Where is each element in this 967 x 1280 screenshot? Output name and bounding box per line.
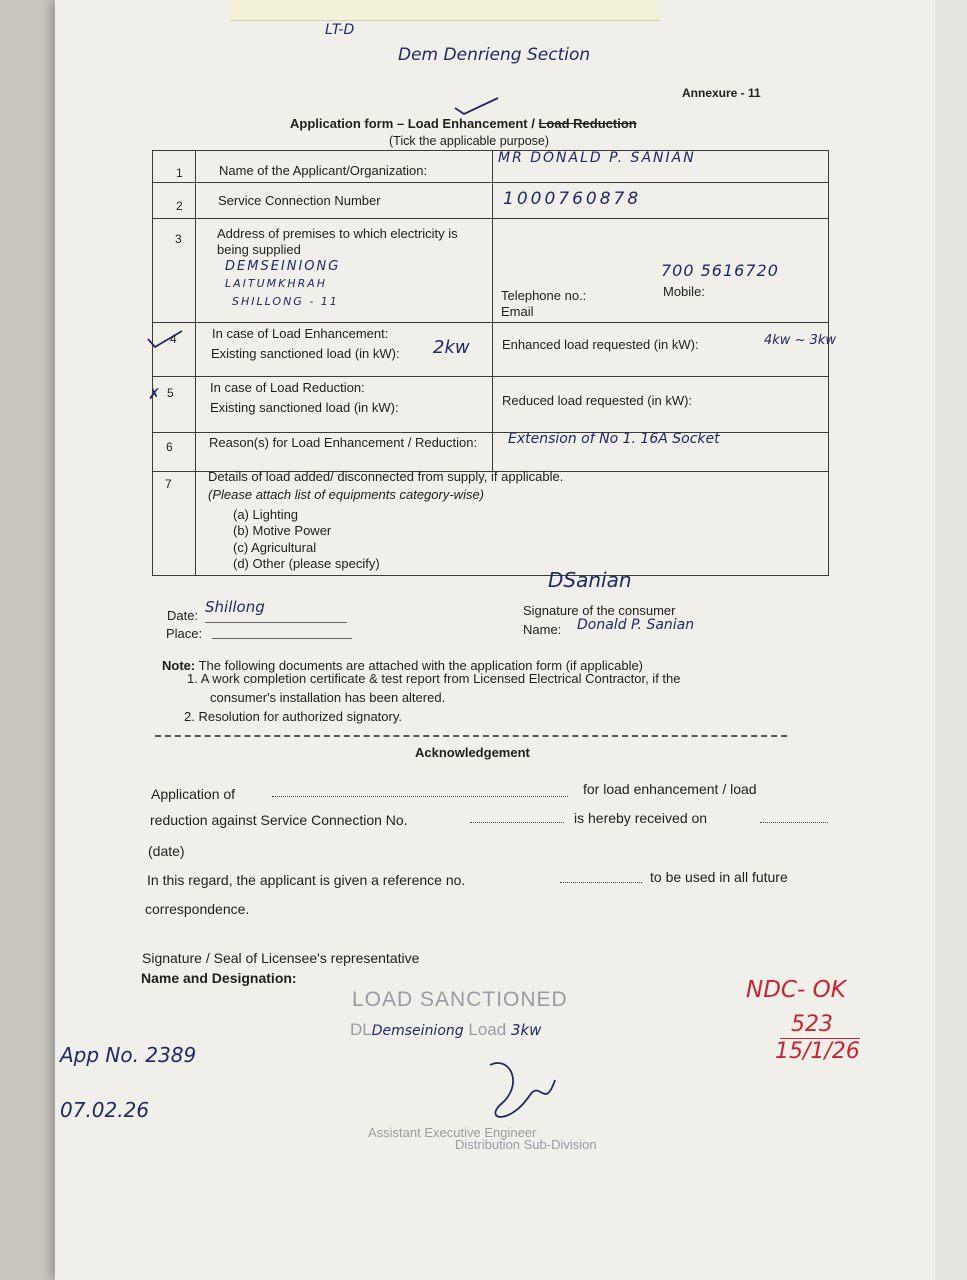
mobile-label: Mobile: — [663, 284, 705, 299]
load-details-label: Details of load added/ disconnected from supply, if applicable. — [208, 469, 564, 484]
ndc-number: 523 — [791, 1012, 833, 1037]
existing-load-label-enh: Existing sanctioned load (in kW): — [211, 346, 400, 361]
ack-line-2b: is hereby received on — [574, 810, 708, 826]
row-number-7: 7 — [165, 477, 172, 491]
ndc-date: 15/1/26 — [775, 1039, 860, 1064]
check-mark-icon — [452, 96, 502, 116]
row-number-3: 3 — [175, 232, 182, 246]
stacked-pages-edge — [935, 0, 967, 1280]
stamp-title: LOAD SANCTIONED — [352, 988, 568, 1011]
note-item-2: 2. Resolution for authorized signatory. — [184, 709, 402, 724]
struck-title-part: Load Reduction — [538, 116, 637, 131]
row-number-5: 5 — [167, 386, 174, 400]
address-label: Address of premises to which electricity is being supplied — [217, 226, 458, 257]
service-connection-value: 1000760878 — [503, 189, 642, 209]
ack-line-1a: Application of — [151, 786, 236, 802]
ack-line-4a: In this regard, the applicant is given a reference no. — [147, 872, 466, 888]
address-line-2: LAITUMKHRAH — [225, 277, 328, 290]
row-number-2: 2 — [176, 199, 183, 213]
email-label: Email — [501, 304, 534, 319]
load-item-lighting: (a) Lighting — [233, 507, 299, 522]
check-mark-icon — [146, 329, 186, 351]
ack-title: Acknowledgement — [415, 745, 530, 760]
note-item-1-cont: consumer's installation has been altered. — [210, 690, 446, 705]
enhancement-heading: In case of Load Enhancement: — [212, 326, 389, 341]
address-line-3: SHILLONG - 11 — [232, 295, 339, 308]
top-scribble: LT-D — [325, 22, 355, 38]
form-title: Application form – Load Enhancement / Load Reduction — [290, 116, 637, 131]
row-number-1: 1 — [176, 166, 183, 180]
sticky-note — [230, 0, 660, 21]
consumer-name-value: Donald P. Sanian — [577, 617, 695, 633]
applicant-name-value: MR DONALD P. SANIAN — [498, 150, 696, 166]
date-value: Shillong — [205, 598, 265, 616]
stamp-subdivision: Distribution Sub-Division — [455, 1137, 597, 1152]
form-subtitle: (Tick the applicable purpose) — [389, 134, 550, 148]
address-line-1: DEMSEINIONG — [225, 259, 341, 274]
stamp-line-2: DLDemseiniong Load 3kw — [350, 1020, 542, 1039]
ndc-note: NDC- OK — [746, 977, 846, 1003]
licensee-signature-label: Signature / Seal of Licensee's representative — [142, 950, 420, 966]
ack-line-2a: reduction against Service Connection No. — [150, 812, 408, 828]
existing-load-label-red: Existing sanctioned load (in kW): — [210, 400, 399, 415]
consumer-name-label: Name: — [523, 622, 562, 637]
enhanced-load-value: 4kw ~ 3kw — [764, 333, 837, 348]
load-details-sublabel: (Please attach list of equipments category-wise) — [208, 487, 485, 502]
load-item-other: (d) Other (please specify) — [233, 556, 380, 571]
reduced-load-label: Reduced load requested (in kW): — [502, 393, 693, 408]
consumer-signature-label: Signature of the consumer — [523, 603, 676, 618]
mobile-value: 700 5616720 — [661, 261, 779, 280]
reduction-heading: In case of Load Reduction: — [210, 380, 365, 395]
place-label: Place: — [166, 626, 203, 641]
ack-line-3: (date) — [148, 843, 185, 859]
annexure-label: Annexure - 11 — [682, 86, 761, 100]
load-item-agricultural: (c) Agricultural — [233, 540, 317, 555]
licensee-name-label: Name and Designation: — [141, 970, 297, 986]
reason-label: Reason(s) for Load Enhancement / Reduction: — [209, 435, 478, 450]
dashed-separator — [155, 735, 787, 737]
ack-line-4b: to be used in all future — [650, 869, 788, 885]
row-number-6: 6 — [166, 440, 173, 454]
applicant-name-label: Name of the Applicant/Organization: — [219, 163, 428, 178]
existing-load-value: 2kw — [433, 337, 470, 358]
application-number: App No. 2389 — [60, 1043, 197, 1067]
note-item-1: 1. A work completion certificate & test report from Licensed Electrical Contractor, if the — [187, 671, 681, 686]
telephone-label: Telephone no.: — [501, 288, 587, 303]
date-label: Date: — [167, 608, 199, 623]
consumer-signature: DSanian — [548, 568, 632, 592]
service-connection-label: Service Connection Number — [218, 193, 381, 208]
enhanced-load-label: Enhanced load requested (in kW): — [502, 337, 699, 352]
application-date: 07.02.26 — [60, 1098, 150, 1122]
ack-line-1b: for load enhancement / load — [583, 781, 757, 797]
ack-line-5: correspondence. — [145, 901, 250, 917]
load-item-motive: (b) Motive Power — [233, 523, 332, 538]
officer-signature — [470, 1050, 560, 1130]
cross-mark-icon: ✗ — [148, 385, 161, 403]
stamp-designation: Assistant Executive Engineer — [368, 1125, 537, 1140]
reason-value: Extension of No 1. 16A Socket — [508, 431, 720, 447]
row-number-4: 4 — [170, 332, 177, 346]
note-line: Note: The following documents are attached with the application form (if applicable) — [162, 658, 644, 673]
section-note: Dem Denrieng Section — [398, 45, 591, 65]
